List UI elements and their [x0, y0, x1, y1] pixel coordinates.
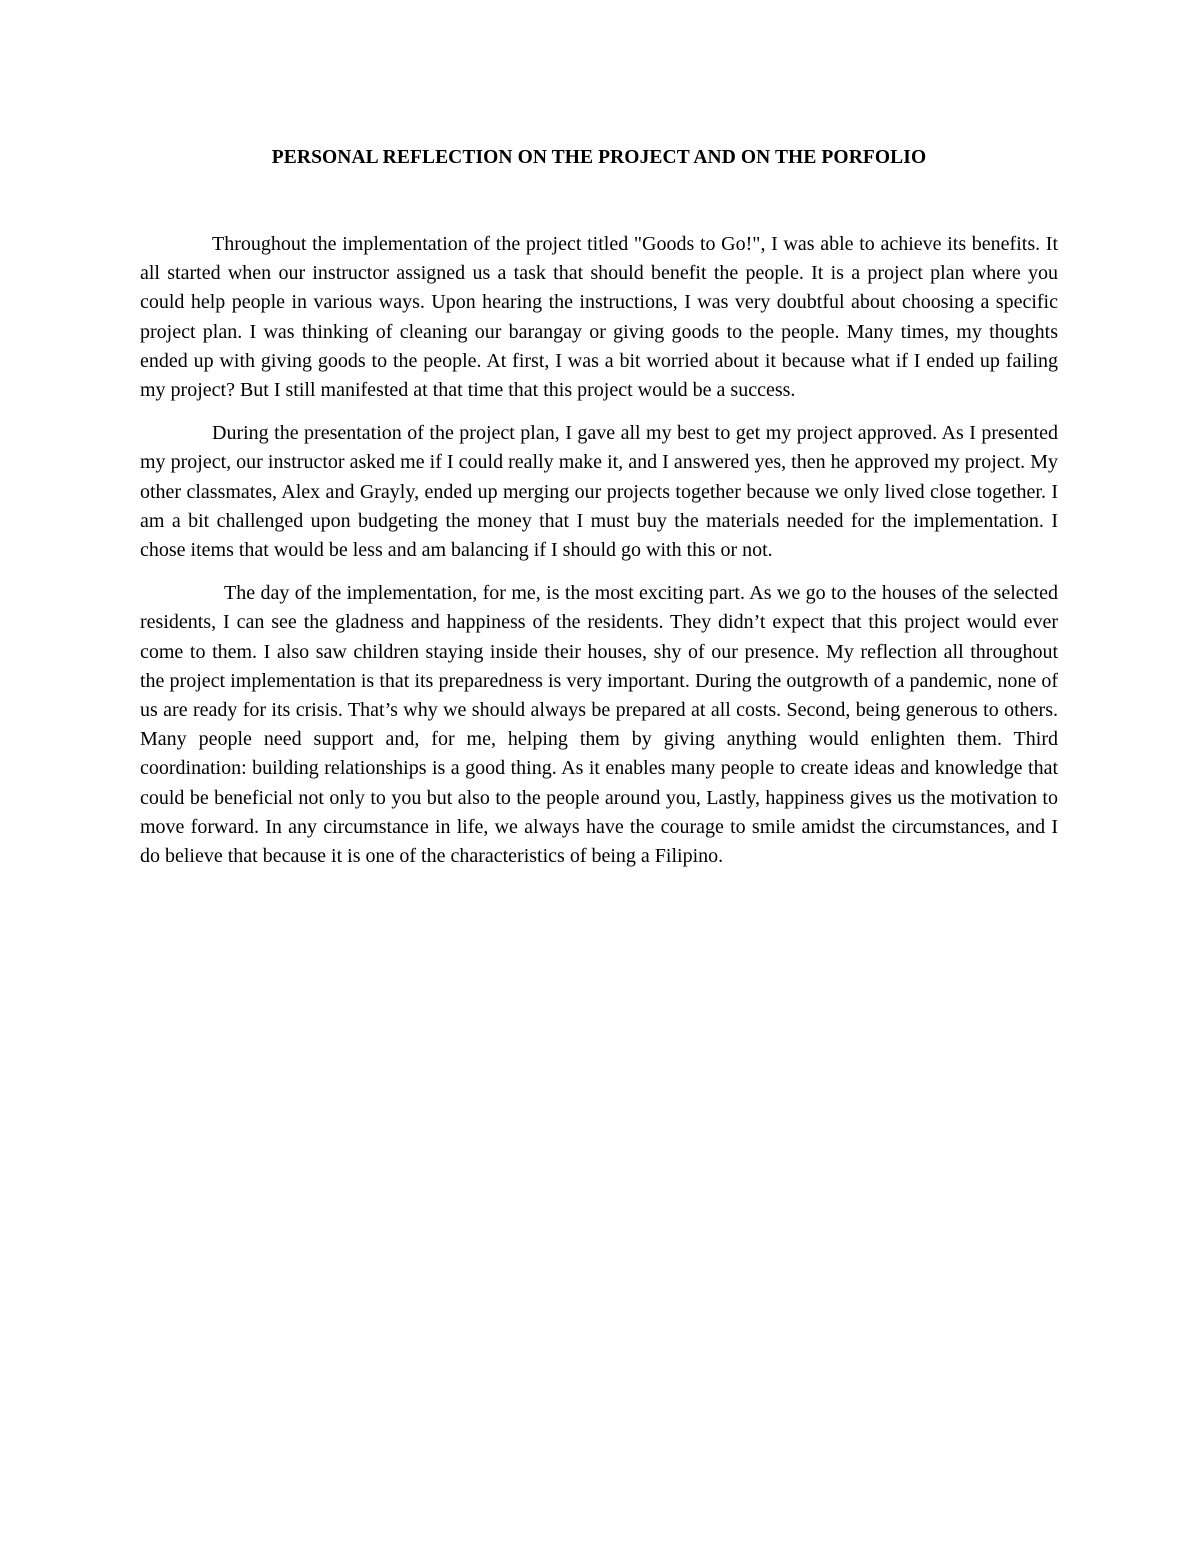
- paragraph-2: During the presentation of the project plan, I gave all my best to get my project approved. As I presented my project, our instructor asked me if I could really make it, and I answered yes, then he approved my project. My other classmates, Alex and Grayly, ended up merging our projects together because we only lived close together. I am a bit challenged upon budgeting the money that I must buy the materials needed for the implementation. I chose items that would be less and am balancing if I should go with this or not.: [140, 422, 1058, 562]
- document-body: [140, 230, 1058, 871]
- paragraph-3: The day of the implementation, for me, is the most exciting part. As we go to the houses of the selected residents, I can see the gladness and happiness of the residents. They didn’t expect that this project would ever come to them. I also saw children staying inside their houses, shy of our presence. My reflection all throughout the project implementation is that its preparedness is very important. During the outgrowth of a pandemic, none of us are ready for its crisis. That’s why we should always be prepared at all costs. Second, being generous to others. Many people need support and, for me, helping them by giving anything would enlighten them. Third coordination: building relationships is a good thing. As it enables many people to create ideas and knowledge that could be beneficial not only to you but also to the people around you, Lastly, happiness gives us the motivation to move forward. In any circumstance in life, we always have the courage to smile amidst the circumstances, and I do believe that because it is one of the characteristics of being a Filipino.: [140, 582, 1058, 868]
- paragraph-1: Throughout the implementation of the project titled "Goods to Go!", I was able to achieve its benefits. It all started when our instructor assigned us a task that should benefit the people. It is a project plan where you could help people in various ways. Upon hearing the instructions, I was very doubtful about choosing a specific project plan. I was thinking of cleaning our barangay or giving goods to the people. Many times, my thoughts ended up with giving goods to the people. At first, I was a bit worried about it because what if I ended up failing my project? But I still manifested at that time that this project would be a success.: [140, 233, 1058, 402]
- document-title: PERSONAL REFLECTION ON THE PROJECT AND ON THE PORFOLIO: [271, 147, 927, 168]
